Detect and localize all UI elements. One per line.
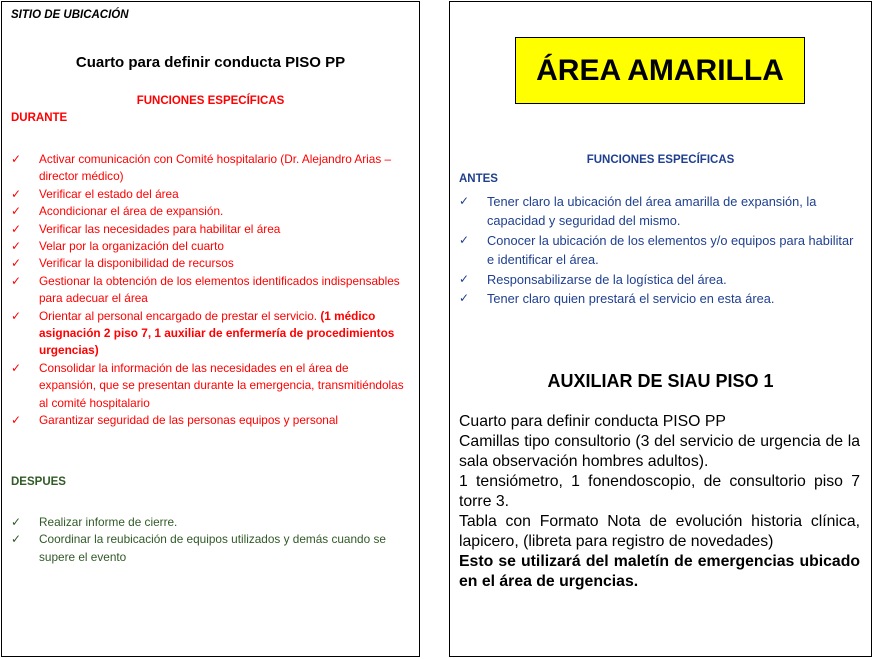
list-item [11, 186, 406, 203]
during-heading: DURANTE [11, 112, 68, 124]
area-title-box [515, 37, 805, 104]
after-heading: DESPUES [11, 476, 66, 488]
site-label: SITIO DE UBICACIÓN [11, 9, 129, 21]
left-title: Cuarto para definir conducta PISO PP [75, 54, 346, 71]
list-item [11, 412, 406, 429]
list-item [459, 270, 859, 289]
checkmark-icon: ✓ [11, 308, 22, 323]
aux-line: Cuarto para definir conducta PISO PP [459, 413, 726, 430]
list-item-text: Velar por la organización del cuarto [39, 239, 224, 254]
right-panel [449, 1, 872, 657]
aux-line: Camillas tipo consultorio (3 del servicio de urgencia de la sala observación hombres adultos). [459, 433, 860, 470]
checkmark-icon: ✓ [459, 194, 470, 208]
list-item [11, 255, 406, 272]
list-item [11, 151, 406, 186]
aux-bold-note: Esto se utilizará del maletín de emergencias ubicado en el área de urgencias. [459, 553, 860, 590]
list-item [11, 514, 406, 531]
checkmark-icon: ✓ [459, 291, 470, 306]
list-item-text: Consolidar la información de las necesidades en el área de expansión, que se presentan durante la emergencia, transmitiéndolas al comité hospitalario [39, 360, 404, 410]
checkmark-icon: ✓ [11, 221, 22, 236]
before-heading: ANTES [459, 173, 498, 185]
left-panel [1, 1, 420, 657]
list-item-text: Verificar el estado del área [39, 186, 179, 201]
list-item-text: Coordinar la reubicación de equipos utilizados y demás cuando se supere el evento [39, 532, 386, 564]
list-item [11, 203, 406, 220]
list-item-text: Activar comunicación con Comité hospitalario (Dr. Alejandro Arias – director médico) [39, 152, 392, 184]
before-list [459, 192, 859, 308]
checkmark-icon: ✓ [459, 271, 470, 286]
checkmark-icon: ✓ [11, 186, 22, 201]
checkmark-icon: ✓ [11, 532, 22, 547]
list-item [459, 231, 859, 270]
checkmark-icon: ✓ [11, 239, 22, 254]
list-item-text: Orientar al personal encargado de prestar el servicio. [39, 308, 318, 323]
list-item [459, 192, 859, 231]
after-list [11, 514, 406, 566]
list-item [11, 531, 406, 566]
list-item-text: Acondicionar el área de expansión. [39, 204, 224, 219]
list-item-text: Realizar informe de cierre. [39, 515, 178, 529]
checkmark-icon: ✓ [459, 232, 470, 247]
checkmark-icon: ✓ [11, 152, 22, 166]
list-item-text: Conocer la ubicación de los elementos y/o equipos para habilitar e identificar el área. [487, 232, 854, 268]
checkmark-icon: ✓ [11, 515, 22, 529]
checkmark-icon: ✓ [11, 204, 22, 219]
list-item-text: Tener claro quien prestará el servicio en esta área. [487, 291, 775, 307]
checkmark-icon: ✓ [11, 273, 22, 288]
list-item-text: Verificar las necesidades para habilitar el área [39, 221, 281, 236]
aux-body [459, 412, 860, 592]
list-item [11, 308, 406, 360]
list-item [459, 289, 859, 308]
aux-line: Tabla con Formato Nota de evolución historia clínica, lapicero, (libreta para registro de novedades) [459, 513, 860, 550]
list-item-text: Responsabilizarse de la logística del área. [487, 271, 727, 287]
list-item [11, 273, 406, 308]
functions-heading-left: FUNCIONES ESPECÍFICAS [136, 95, 285, 107]
list-item-text: Verificar la disponibilidad de recursos [39, 256, 234, 271]
area-title: ÁREA AMARILLA [536, 53, 784, 87]
during-list [11, 151, 406, 430]
functions-heading-right: FUNCIONES ESPECÍFICAS [586, 154, 735, 166]
list-item [11, 221, 406, 238]
aux-title: AUXILIAR DE SIAU PISO 1 [547, 371, 774, 391]
checkmark-icon: ✓ [11, 413, 22, 428]
list-item [11, 360, 406, 412]
aux-line: 1 tensiómetro, 1 fonendoscopio, de consultorio piso 7 torre 3. [459, 473, 860, 510]
list-item-text: Tener claro la ubicación del área amarilla de expansión, la capacidad y seguridad del mismo. [487, 194, 817, 229]
list-item-text: Garantizar seguridad de las personas equipos y personal [39, 413, 339, 428]
list-item-bold-text: (1 médico asignación 2 piso 7, 1 auxiliar de enfermería de procedimientos urgencias) [39, 308, 395, 358]
checkmark-icon: ✓ [11, 360, 22, 375]
list-item [11, 238, 406, 255]
checkmark-icon: ✓ [11, 256, 22, 271]
list-item-text: Gestionar la obtención de los elementos identificados indispensables para adecuar el área [39, 273, 400, 306]
